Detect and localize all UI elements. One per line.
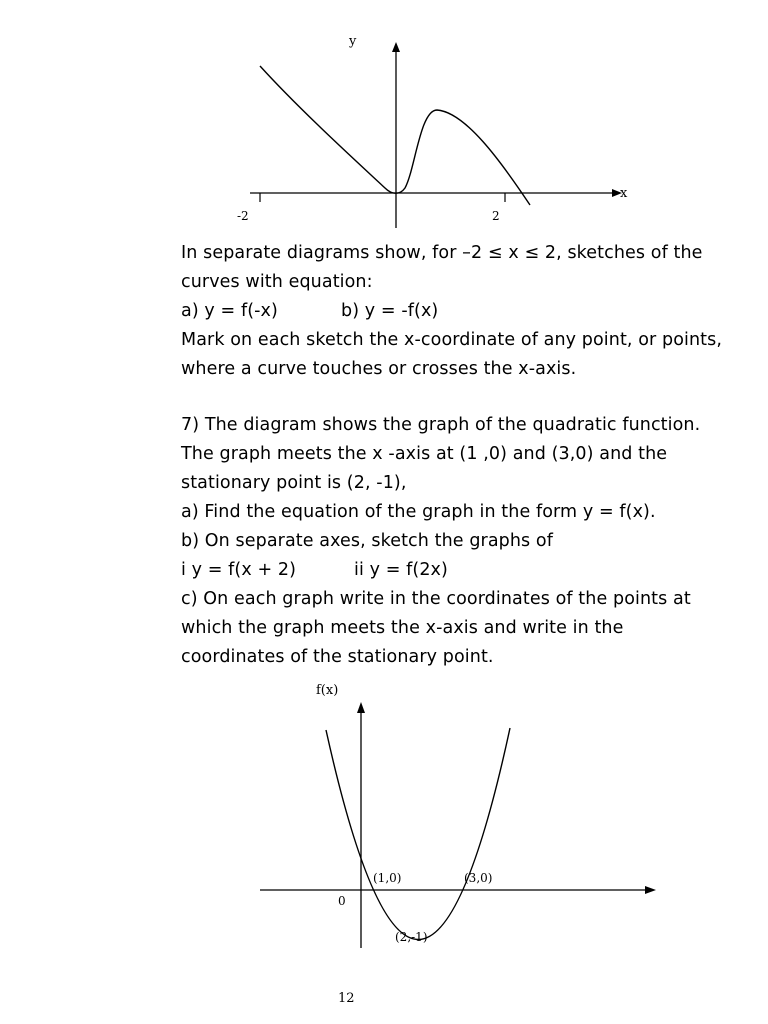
q7-line: b) On separate axes, sketch the graphs of xyxy=(181,531,553,551)
q7-line: The graph meets the x -axis at (1 ,0) and (3,0) and the xyxy=(181,444,668,464)
intro-line: In separate diagrams show, for –2 ≤ x ≤ 2, sketches of the xyxy=(181,243,703,263)
graph1-x-label: x xyxy=(620,186,628,201)
part-b-label: b) y = -f(x) xyxy=(341,301,439,321)
graph2-parabola xyxy=(326,728,510,940)
graph1-curve xyxy=(260,66,530,205)
graph1-y-arrow xyxy=(392,42,400,52)
graph1-tick-left-label: -2 xyxy=(237,209,249,223)
q7-line xyxy=(181,556,766,585)
q7-line: 7) The diagram shows the graph of the quadratic function. xyxy=(181,415,701,435)
graph2-x-arrow xyxy=(645,886,656,894)
q7-line: stationary point is (2, -1), xyxy=(181,473,407,493)
graph1-y-label: y xyxy=(349,34,357,49)
q7-line: c) On each graph write in the coordinates of the points at xyxy=(181,589,691,609)
part-i-label: i y = f(x + 2) xyxy=(181,560,297,580)
q7-line: coordinates of the stationary point. xyxy=(181,647,494,667)
graph2-origin-label: 0 xyxy=(338,894,346,908)
intro-line: curves with equation: xyxy=(181,272,373,292)
graph2-root2-label: (3,0) xyxy=(464,871,493,885)
q7-line: which the graph meets the x-axis and write in the xyxy=(181,618,624,638)
intro-line: where a curve touches or crosses the x-axis. xyxy=(181,359,577,379)
question-7-text xyxy=(181,411,766,672)
intro-line xyxy=(181,297,766,326)
intro-text xyxy=(181,239,766,384)
graph-1 xyxy=(0,0,768,240)
graph2-y-label: f(x) xyxy=(316,683,339,698)
graph2-y-arrow xyxy=(357,702,365,713)
graph2-root1-label: (1,0) xyxy=(373,871,402,885)
part-ii-label: ii y = f(2x) xyxy=(354,560,448,580)
graph2-vertex-label: (2,-1) xyxy=(395,930,428,944)
q7-line: a) Find the equation of the graph in the form y = f(x). xyxy=(181,502,656,522)
intro-line: Mark on each sketch the x-coordinate of any point, or points, xyxy=(181,330,723,350)
page-number: 12 xyxy=(338,991,355,1006)
graph1-tick-right-label: 2 xyxy=(492,209,500,223)
part-a-label: a) y = f(-x) xyxy=(181,301,278,321)
